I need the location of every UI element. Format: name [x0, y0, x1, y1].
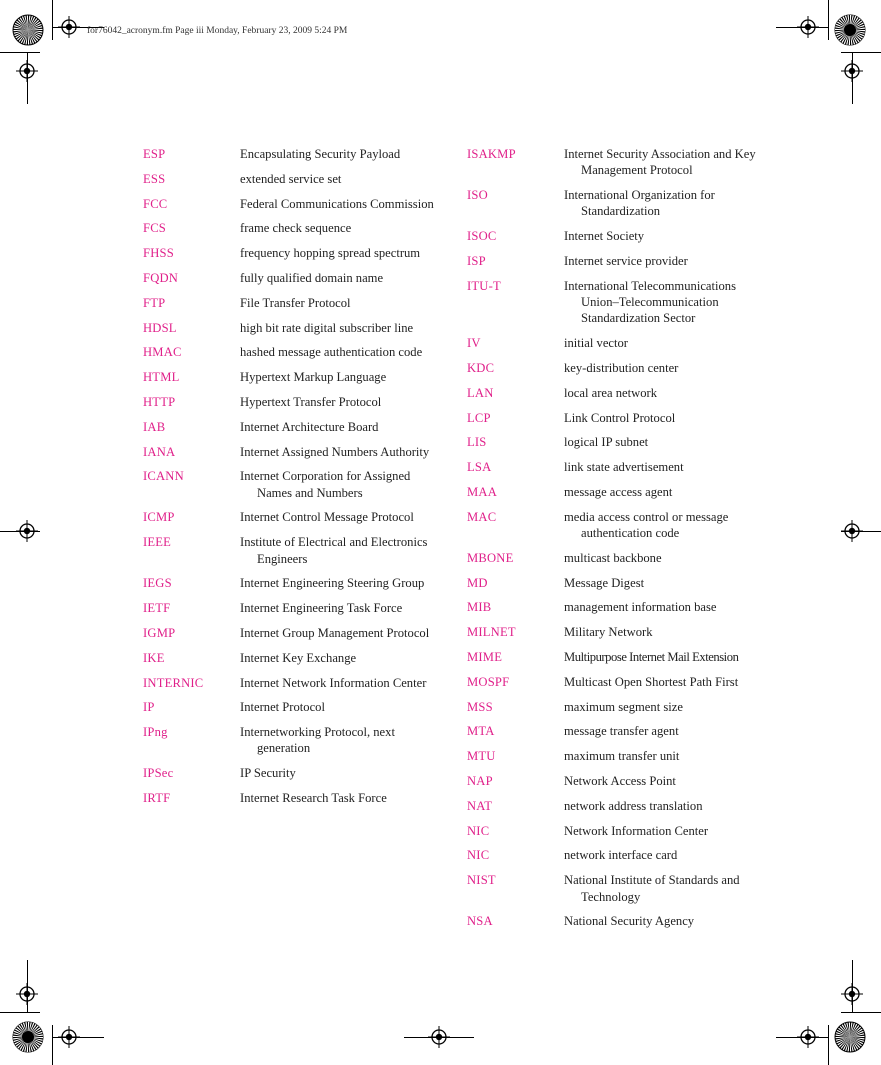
- acronym-definition: maximum segment size: [564, 699, 683, 714]
- acronym-abbreviation: MTU: [467, 749, 496, 764]
- acronym-definition: message transfer agent: [564, 724, 679, 739]
- acronym-definition: File Transfer Protocol: [240, 295, 351, 310]
- acronym-definition: frame check sequence: [240, 221, 352, 236]
- acronym-entry: [143, 146, 443, 162]
- acronym-abbreviation: MBONE: [467, 550, 514, 565]
- acronym-entry: [467, 847, 767, 863]
- acronym-entry: [143, 444, 443, 460]
- acronym-list-left: [143, 146, 443, 815]
- acronym-entry: [467, 773, 767, 789]
- crop-line: [828, 1025, 829, 1065]
- acronym-definition: initial vector: [564, 336, 628, 351]
- acronym-definition: Internet Security Association and Key Management Protocol: [564, 147, 756, 178]
- acronym-entry: [143, 419, 443, 435]
- acronym-definition: Internet Group Management Protocol: [240, 625, 430, 640]
- acronym-entry: [143, 699, 443, 715]
- acronym-definition: Internet Engineering Task Force: [240, 601, 403, 616]
- acronym-definition: message access agent: [564, 484, 673, 499]
- acronym-entry: [143, 245, 443, 261]
- acronym-entry: [143, 295, 443, 311]
- acronym-definition: Multipurpose Internet Mail Extension: [564, 650, 739, 665]
- acronym-entry: [143, 625, 443, 641]
- acronym-definition: Institute of Electrical and Electronics Engineers: [240, 535, 428, 566]
- acronym-entry: [467, 872, 767, 905]
- starburst-mark-icon: [12, 14, 44, 46]
- acronym-abbreviation: ESP: [143, 147, 166, 161]
- acronym-abbreviation: FHSS: [143, 246, 174, 261]
- crop-line: [841, 1012, 881, 1013]
- crop-line: [0, 52, 40, 53]
- acronym-definition: management information base: [564, 600, 717, 615]
- acronym-definition: Internet service provider: [564, 253, 688, 268]
- acronym-abbreviation: ISP: [467, 253, 486, 268]
- acronym-definition: Encapsulating Security Payload: [240, 147, 401, 161]
- acronym-entry: [467, 624, 767, 640]
- acronym-definition: Internet Protocol: [240, 700, 325, 715]
- acronym-entry: [467, 434, 767, 450]
- acronym-abbreviation: IV: [467, 336, 481, 351]
- acronym-abbreviation: IGMP: [143, 625, 176, 640]
- acronym-entry: [467, 649, 767, 665]
- acronym-definition: Network Access Point: [564, 774, 676, 789]
- acronym-entry: [467, 575, 767, 591]
- acronym-abbreviation: ISO: [467, 188, 488, 203]
- acronym-entry: [467, 187, 767, 220]
- acronym-definition: network interface card: [564, 848, 678, 863]
- acronym-definition: National Security Agency: [564, 914, 695, 929]
- crop-line: [52, 0, 53, 40]
- acronym-abbreviation: INTERNIC: [143, 675, 204, 690]
- acronym-entry: [467, 674, 767, 690]
- acronym-abbreviation: FCC: [143, 196, 168, 211]
- registration-target-icon: [16, 60, 38, 82]
- acronym-abbreviation: HDSL: [143, 320, 177, 335]
- acronym-definition: Message Digest: [564, 575, 645, 590]
- acronym-abbreviation: IAB: [143, 419, 166, 434]
- acronym-entry: [467, 459, 767, 475]
- acronym-entry: [467, 748, 767, 764]
- acronym-entry: [467, 509, 767, 542]
- acronym-abbreviation: LIS: [467, 435, 487, 450]
- acronym-entry: [143, 320, 443, 336]
- acronym-abbreviation: FCS: [143, 221, 167, 236]
- acronym-abbreviation: IEGS: [143, 576, 172, 591]
- acronym-definition: high bit rate digital subscriber line: [240, 320, 414, 335]
- acronym-definition: Internet Engineering Steering Group: [240, 576, 425, 591]
- acronym-abbreviation: IKE: [143, 650, 165, 665]
- acronym-entry: [467, 823, 767, 839]
- acronym-abbreviation: MILNET: [467, 625, 516, 640]
- acronym-abbreviation: ESS: [143, 171, 166, 186]
- registration-target-icon: [841, 983, 863, 1005]
- acronym-abbreviation: LCP: [467, 410, 491, 425]
- acronym-abbreviation: IRTF: [143, 791, 171, 806]
- crop-line: [0, 1012, 40, 1013]
- registration-target-icon: [797, 16, 819, 38]
- acronym-abbreviation: HMAC: [143, 345, 182, 360]
- acronym-abbreviation: MD: [467, 575, 488, 590]
- registration-target-icon: [58, 16, 80, 38]
- acronym-abbreviation: FTP: [143, 295, 166, 310]
- acronym-definition: International Telecommunications Union–Telecommunication Standardization Sector: [564, 278, 736, 326]
- acronym-abbreviation: IP: [143, 700, 155, 715]
- registration-target-icon: [841, 520, 863, 542]
- acronym-abbreviation: MIB: [467, 600, 492, 615]
- acronym-entry: [143, 675, 443, 691]
- acronym-entry: [467, 410, 767, 426]
- acronym-abbreviation: MAC: [467, 509, 497, 524]
- acronym-entry: [143, 468, 443, 501]
- acronym-definition: Internet Assigned Numbers Authority: [240, 444, 430, 459]
- acronym-abbreviation: IANA: [143, 444, 176, 459]
- acronym-abbreviation: ITU-T: [467, 278, 501, 293]
- acronym-abbreviation: IPng: [143, 725, 168, 740]
- acronym-abbreviation: ISAKMP: [467, 147, 516, 161]
- acronym-abbreviation: HTTP: [143, 394, 176, 409]
- registration-target-icon: [16, 983, 38, 1005]
- acronym-entry: [467, 699, 767, 715]
- acronym-definition: logical IP subnet: [564, 435, 649, 450]
- acronym-entry: [143, 575, 443, 591]
- starburst-mark-icon: [834, 1021, 866, 1053]
- acronym-definition: link state advertisement: [564, 460, 684, 475]
- acronym-entry: [467, 146, 767, 179]
- acronym-definition: extended service set: [240, 171, 342, 186]
- acronym-abbreviation: ICMP: [143, 510, 175, 525]
- acronym-entry: [467, 253, 767, 269]
- acronym-definition: Hypertext Transfer Protocol: [240, 394, 382, 409]
- acronym-abbreviation: IETF: [143, 601, 171, 616]
- acronym-abbreviation: MIME: [467, 650, 503, 665]
- acronym-definition: Link Control Protocol: [564, 410, 676, 425]
- acronym-abbreviation: NAT: [467, 798, 493, 813]
- crop-line: [52, 1025, 53, 1065]
- acronym-entry: [143, 220, 443, 236]
- acronym-entry: [467, 723, 767, 739]
- acronym-abbreviation: IEEE: [143, 535, 172, 550]
- acronym-definition: Hypertext Markup Language: [240, 370, 387, 385]
- acronym-abbreviation: NIC: [467, 823, 490, 838]
- page-header-slug: for76042_acronym.fm Page iii Monday, February 23, 2009 5:24 PM: [87, 26, 348, 36]
- acronym-abbreviation: ISOC: [467, 229, 497, 244]
- acronym-entry: [143, 344, 443, 360]
- acronym-entry: [143, 650, 443, 666]
- crop-line: [841, 52, 881, 53]
- registration-target-icon: [841, 60, 863, 82]
- acronym-definition: Internetworking Protocol, next generation: [240, 725, 395, 756]
- acronym-definition: multicast backbone: [564, 550, 662, 565]
- acronym-definition: Internet Architecture Board: [240, 419, 379, 434]
- acronym-definition: Network Information Center: [564, 823, 709, 838]
- acronym-definition: Federal Communications Commission: [240, 196, 434, 211]
- acronym-definition: fully qualified domain name: [240, 270, 384, 285]
- acronym-entry: [143, 394, 443, 410]
- acronym-entry: [143, 509, 443, 525]
- acronym-definition: key-distribution center: [564, 360, 679, 375]
- registration-target-icon: [16, 520, 38, 542]
- acronym-definition: maximum transfer unit: [564, 749, 680, 764]
- starburst-mark-icon: [12, 1021, 44, 1053]
- acronym-abbreviation: IPSec: [143, 766, 174, 781]
- acronym-abbreviation: NAP: [467, 774, 493, 789]
- acronym-entry: [467, 913, 767, 929]
- registration-target-icon: [797, 1026, 819, 1048]
- acronym-definition: Internet Society: [564, 229, 645, 244]
- acronym-entry: [143, 270, 443, 286]
- acronym-abbreviation: MOSPF: [467, 674, 510, 689]
- registration-target-icon: [58, 1026, 80, 1048]
- acronym-entry: [467, 360, 767, 376]
- acronym-abbreviation: MAA: [467, 484, 497, 499]
- acronym-entry: [467, 484, 767, 500]
- acronym-abbreviation: NIC: [467, 848, 490, 863]
- crop-line: [828, 0, 829, 40]
- starburst-mark-icon: [834, 14, 866, 46]
- acronym-definition: local area network: [564, 385, 658, 400]
- acronym-entry: [143, 534, 443, 567]
- acronym-definition: network address translation: [564, 798, 703, 813]
- acronym-abbreviation: HTML: [143, 370, 180, 385]
- acronym-abbreviation: MTA: [467, 724, 495, 739]
- acronym-definition: Military Network: [564, 625, 653, 640]
- acronym-entry: [143, 600, 443, 616]
- acronym-definition: National Institute of Standards and Technology: [564, 873, 740, 904]
- acronym-entry: [143, 196, 443, 212]
- acronym-definition: Internet Research Task Force: [240, 791, 387, 806]
- acronym-entry: [467, 335, 767, 351]
- acronym-entry: [467, 278, 767, 327]
- acronym-entry: [467, 599, 767, 615]
- acronym-definition: Multicast Open Shortest Path First: [564, 674, 739, 689]
- acronym-definition: frequency hopping spread spectrum: [240, 246, 421, 261]
- acronym-definition: hashed message authentication code: [240, 345, 423, 360]
- acronym-entry: [467, 798, 767, 814]
- acronym-entry: [143, 724, 443, 757]
- acronym-abbreviation: MSS: [467, 699, 493, 714]
- acronym-entry: [467, 385, 767, 401]
- acronym-definition: Internet Control Message Protocol: [240, 510, 414, 525]
- acronym-entry: [143, 171, 443, 187]
- acronym-entry: [143, 369, 443, 385]
- acronym-list-right: [467, 146, 767, 938]
- acronym-definition: Internet Key Exchange: [240, 650, 357, 665]
- acronym-abbreviation: NSA: [467, 914, 493, 929]
- acronym-definition: IP Security: [240, 766, 296, 781]
- acronym-abbreviation: LSA: [467, 460, 492, 475]
- acronym-abbreviation: KDC: [467, 360, 495, 375]
- acronym-entry: [143, 790, 443, 806]
- acronym-abbreviation: LAN: [467, 385, 494, 400]
- acronym-entry: [467, 228, 767, 244]
- acronym-abbreviation: FQDN: [143, 270, 179, 285]
- acronym-definition: Internet Corporation for Assigned Names and Numbers: [240, 469, 411, 500]
- acronym-entry: [467, 550, 767, 566]
- registration-target-icon: [428, 1026, 450, 1048]
- acronym-entry: [143, 765, 443, 781]
- acronym-definition: International Organization for Standardization: [564, 188, 715, 219]
- acronym-abbreviation: NIST: [467, 873, 496, 888]
- acronym-abbreviation: ICANN: [143, 469, 184, 484]
- acronym-definition: Internet Network Information Center: [240, 675, 427, 690]
- acronym-definition: media access control or message authentication code: [564, 509, 729, 541]
